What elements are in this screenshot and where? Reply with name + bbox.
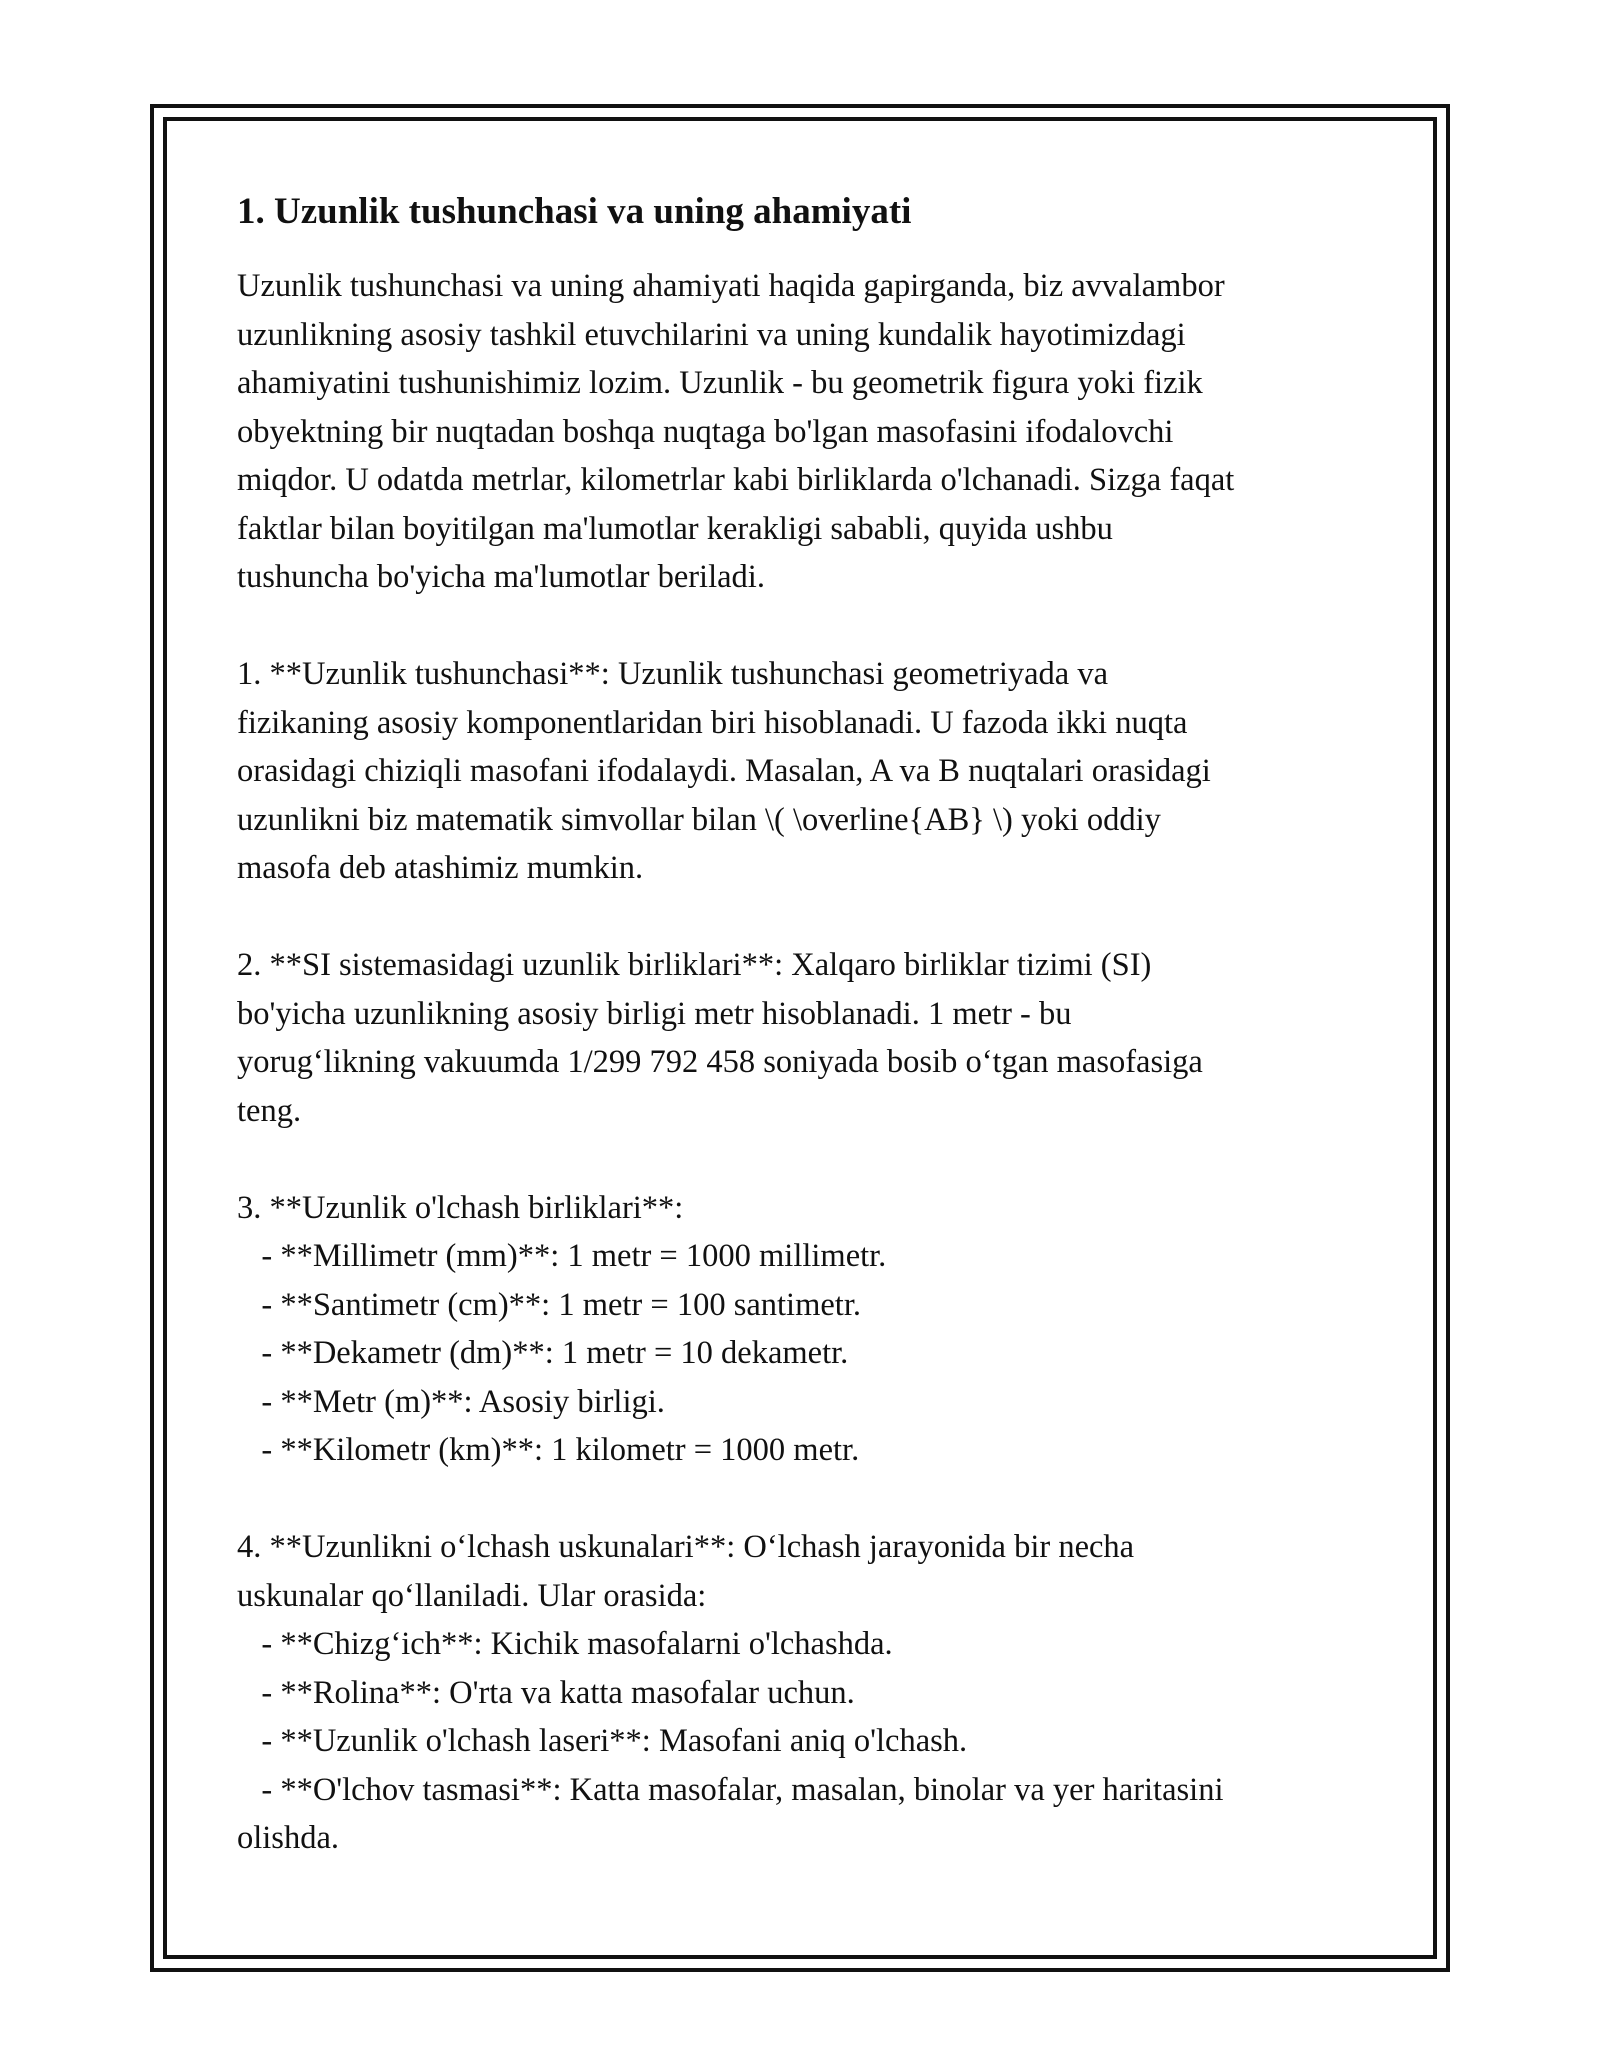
paragraph-spacer [237,893,1387,942]
paragraph-spacer [237,1135,1387,1184]
item-2-paragraph: 2. **SI sistemasidagi uzunlik birliklari**: Xalqaro birliklar tizimi (SI) bo'yicha uzunlikning asosiy birligi metr hisoblanadi. 1 metr - bu yorug‘likning vakuumda 1/299 792 458 soniyada bosib o‘tgan masofasiga teng. [237,947,1203,1129]
document-body [237,188,1387,1863]
item-3-list: 3. **Uzunlik o'lchash birliklari**: - **Millimetr (mm)**: 1 metr = 1000 millimetr. - **Santimetr (cm)**: 1 metr = 100 santimetr. - **Dekametr (dm)**: 1 metr = 10 dekametr. - **Metr (m)**: Asosiy birligi. - **Kilometr (km)**: 1 kilometr = 1000 metr. [237,1189,887,1468]
intro-paragraph: Uzunlik tushunchasi va uning ahamiyati haqida gapirganda, biz avvalambor uzunlikning asosiy tashkil etuvchilarini va uning kundalik hayotimizdagi ahamiyatini tushunishimiz lozim. Uzunlik - bu geometrik figura yoki fizik obyektning bir nuqtadan boshqa nuqtaga bo'lgan masofasini ifodalovchi miqdor. U odatda metrlar, kilometrlar kabi birliklarda o'lchanadi. Sizga faqat faktlar bilan boyitilgan ma'lumotlar kerakligi sababli, quyida ushbu tushuncha bo'yicha ma'lumotlar beriladi. [237,268,1235,595]
paragraph-spacer [237,1475,1387,1524]
item-4-list: 4. **Uzunlikni o‘lchash uskunalari**: O‘lchash jarayonida bir necha uskunalar qo‘llaniladi. Ular orasida: - **Chizg‘ich**: Kichik masofalarni o'lchashda. - **Rolina**: O'rta va katta masofalar uchun. - **Uzunlik o'lchash laseri**: Masofani aniq o'lchash. - **O'lchov tasmasi**: Katta masofalar, masalan, binolar va yer haritasini olishda. [237,1529,1224,1856]
paragraph-spacer [237,602,1387,651]
item-1-paragraph: 1. **Uzunlik tushunchasi**: Uzunlik tushunchasi geometriyada va fizikaning asosiy komponentlaridan biri hisoblanadi. U fazoda ikki nuqta orasidagi chiziqli masofani ifodalaydi. Masalan, A va B nuqtalari orasidagi uzunlikni biz matematik simvollar bilan \( \overline{AB} \) yoki oddiy masofa deb atashimiz mumkin. [237,656,1211,886]
section-heading: 1. Uzunlik tushunchasi va uning ahamiyati [237,191,912,232]
